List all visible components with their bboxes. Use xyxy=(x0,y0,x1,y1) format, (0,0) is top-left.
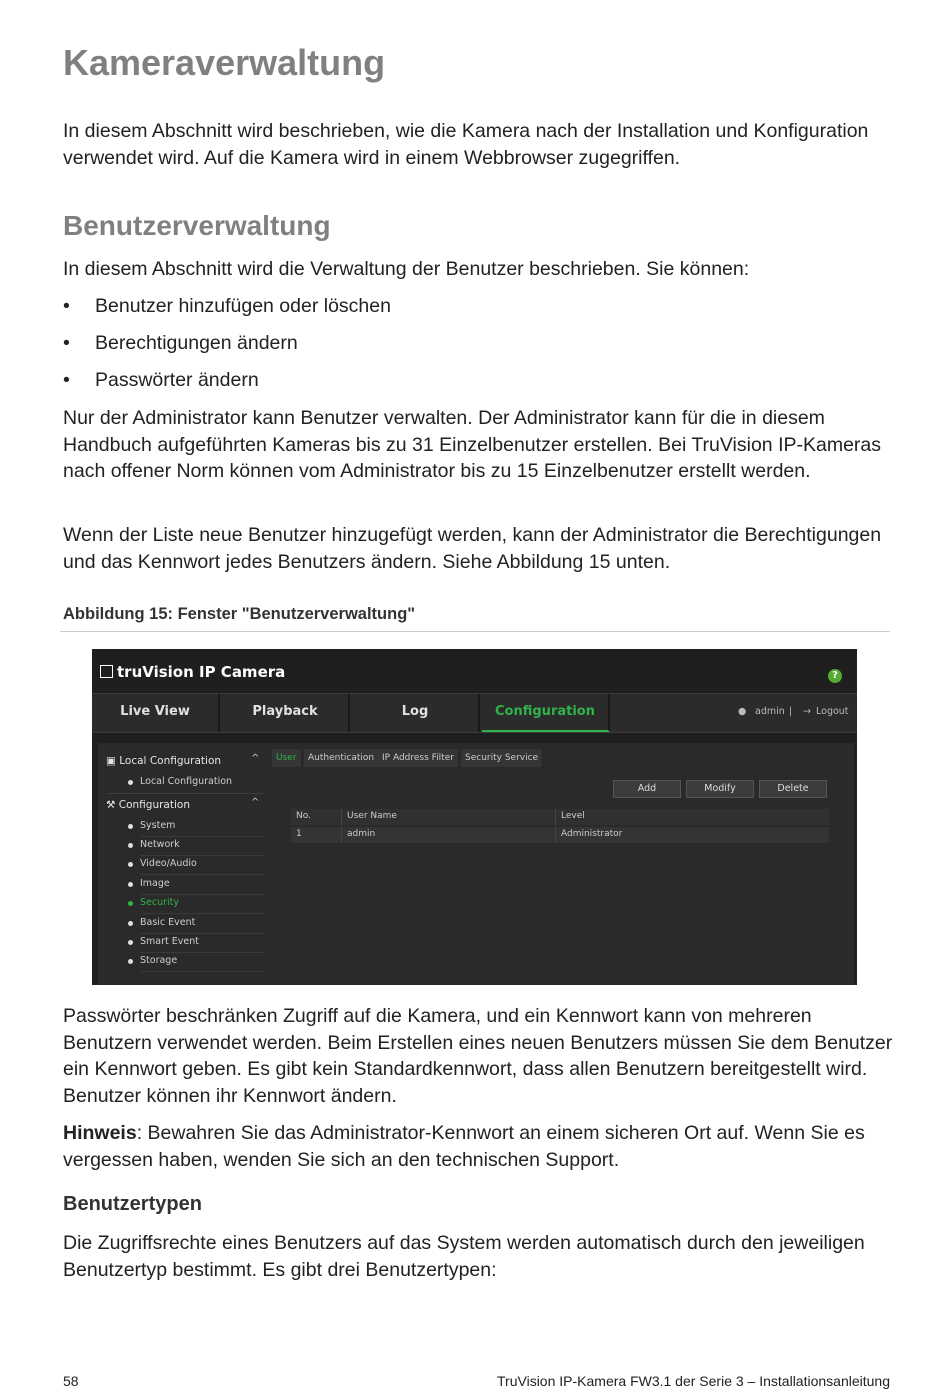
monitor-icon: ▣ xyxy=(106,755,120,767)
sidebar-item-image[interactable]: Image xyxy=(140,878,264,889)
sidebar-divider xyxy=(140,874,264,875)
sidebar-item-local-configuration[interactable]: Local Configuration xyxy=(140,776,264,787)
wrench-icon: ⚒ xyxy=(106,799,119,811)
cell-no: 1 xyxy=(296,829,302,839)
column-header-level: Level xyxy=(561,811,585,821)
paragraph-admin: Nur der Administrator kann Benutzer verwalten. Der Administrator kann für die in diesem Handbuch aufgeführten Kameras bis zu 31 Einzelbenutzer erstellen. Bei TruVision IP-Kameras nach offener Norm können vom Administrator bis zu 15 Einzelbenutzer erstellt werden. xyxy=(63,407,882,482)
logout-link[interactable]: Logout xyxy=(816,706,849,717)
sidebar-item-network[interactable]: Network xyxy=(140,839,264,850)
modify-button[interactable]: Modify xyxy=(686,780,754,798)
sidebar-item-storage[interactable]: Storage xyxy=(140,955,264,966)
collapse-icon[interactable]: ^ xyxy=(251,797,260,808)
sidebar-item-smart-event[interactable]: Smart Event xyxy=(140,936,264,947)
subtab-user[interactable]: User xyxy=(272,749,302,767)
sidebar-divider xyxy=(140,836,264,837)
note-label: Hinweis xyxy=(63,1122,137,1144)
note-paragraph xyxy=(63,1120,893,1173)
section-title: Benutzerverwaltung xyxy=(63,210,331,241)
camera-ui-screenshot xyxy=(92,649,857,985)
page-number: 58 xyxy=(63,1373,79,1389)
subtab-ip-address-filter[interactable]: IP Address Filter xyxy=(378,749,459,767)
sidebar-divider xyxy=(140,894,264,895)
sidebar-divider xyxy=(108,793,264,794)
cell-level: Administrator xyxy=(561,829,623,839)
subtab-authentication[interactable]: Authentication xyxy=(304,749,379,767)
note-text: : Bewahren Sie das Administrator-Kennwort an einem sicheren Ort auf. Wenn Sie es vergessen haben, wenden Sie sich an den technischen Support. xyxy=(63,1122,865,1171)
paragraph-user-types: Die Zugriffsrechte eines Benutzers auf das System werden automatisch durch den jeweiligen Benutzertyp bestimmt. Es gibt drei Benutzertypen: xyxy=(63,1232,865,1281)
intro-paragraph: In diesem Abschnitt wird beschrieben, wie die Kamera nach der Installation und Konfiguration verwendet wird. Auf die Kamera wird in einem Webbrowser zugegriffen. xyxy=(63,120,869,169)
footer-title: TruVision IP-Kamera FW3.1 der Serie 3 – Installationsanleitung xyxy=(497,1373,890,1389)
section-intro: In diesem Abschnitt wird die Verwaltung der Benutzer beschrieben. Sie können: xyxy=(63,258,750,280)
caption-divider xyxy=(60,631,890,632)
column-header-user-name: User Name xyxy=(347,811,397,821)
bullet-icon: • xyxy=(63,295,70,317)
bullet-icon: • xyxy=(63,332,70,354)
help-icon[interactable]: ? xyxy=(828,669,842,683)
table-row[interactable] xyxy=(291,827,829,843)
config-panel xyxy=(98,743,854,985)
sidebar-divider xyxy=(140,971,264,972)
current-user: admin xyxy=(755,706,785,717)
brand-logo: truVision IP Camera xyxy=(100,663,285,681)
delete-button[interactable]: Delete xyxy=(759,780,827,798)
cell-user-name: admin xyxy=(347,829,376,839)
paragraph-passwords: Passwörter beschränken Zugriff auf die Kamera, und ein Kennwort kann von mehreren Benutzern verwendet werden. Beim Erstellen eines neuen Benutzers müssen Sie dem Benutzer ein Kennwort geben. Es gibt kein Standardkennwort, dass allen Benutzern bereitgestellt wird. Benutzer können ihr Kennwort ändern. xyxy=(63,1005,893,1107)
tab-log[interactable]: Log xyxy=(352,694,480,732)
paragraph-permissions: Wenn der Liste neue Benutzer hinzugefügt werden, kann der Administrator die Berechtigungen und das Kennwort jedes Benutzers ändern. Siehe Abbildung 15 unten. xyxy=(63,524,882,573)
main-nav xyxy=(92,693,857,733)
tab-configuration[interactable]: Configuration xyxy=(482,694,610,732)
tab-live-view[interactable]: Live View xyxy=(92,694,220,732)
table-header xyxy=(291,809,829,825)
page-title: Kameraverwaltung xyxy=(63,42,386,83)
sidebar-item-system[interactable]: System xyxy=(140,820,264,831)
sidebar-item-security[interactable]: Security xyxy=(140,897,264,908)
user-separator: | xyxy=(789,706,793,717)
user-icon: ● xyxy=(738,706,747,717)
sidebar-config-heading[interactable]: ⚒ Configuration ^ xyxy=(106,797,260,811)
sidebar-item-basic-event[interactable]: Basic Event xyxy=(140,917,264,928)
subtab-security-service[interactable]: Security Service xyxy=(461,749,543,767)
sidebar-divider xyxy=(140,952,264,953)
sidebar-divider xyxy=(140,855,264,856)
sidebar-divider xyxy=(140,913,264,914)
figure-caption: Abbildung 15: Fenster "Benutzerverwaltung" xyxy=(63,605,416,623)
logo-icon xyxy=(100,665,113,678)
bullet-icon: • xyxy=(63,369,70,391)
sidebar-local-heading[interactable]: ▣ Local Configuration ^ xyxy=(106,753,260,767)
logout-icon: → xyxy=(803,706,811,717)
tab-playback[interactable]: Playback xyxy=(222,694,350,732)
sidebar-divider xyxy=(140,933,264,934)
sidebar-item-video-audio[interactable]: Video/Audio xyxy=(140,858,264,869)
collapse-icon[interactable]: ^ xyxy=(251,753,260,764)
subsection-title: Benutzertypen xyxy=(63,1193,202,1215)
add-button[interactable]: Add xyxy=(613,780,681,798)
column-header-no: No. xyxy=(296,811,311,821)
